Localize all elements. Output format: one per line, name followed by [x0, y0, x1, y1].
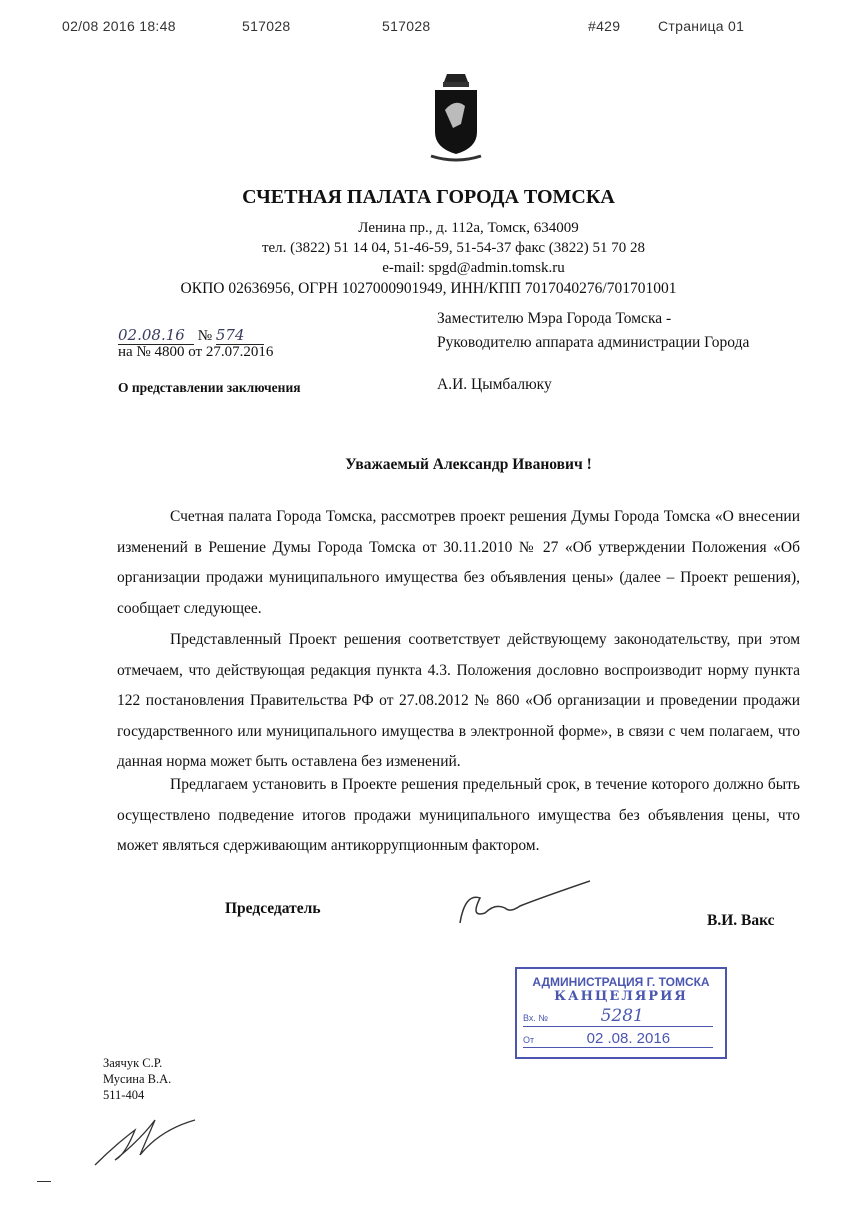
fax-datetime: 02/08 2016 18:48 — [62, 18, 176, 34]
executor-1: Заячук С.Р. — [103, 1056, 163, 1070]
fax-number-2: 517028 — [382, 18, 431, 34]
stamp-in-label: Вх. № — [523, 1013, 549, 1023]
subject: О представлении заключения — [118, 380, 301, 395]
outgoing-number-line — [118, 326, 264, 345]
registration-stamp — [515, 967, 727, 1059]
signature-name: В.И. Вакс — [707, 912, 775, 929]
paragraph-3: Предлагаем установить в Проекте решения предельный срок, в течение которого должно быть осуществлено подведение итогов продажи муниципального имущества без объявления цены, что может являться сдерживающим антикоррупционным фактором. — [117, 776, 800, 854]
stamp-date: 02 .08. 2016 — [586, 1030, 671, 1047]
stamp-line-2: КАНЦЕЛЯРИЯ — [554, 989, 688, 1004]
recipient-line-2: Руководителю аппарата администрации Города — [437, 334, 750, 351]
coat-of-arms-icon — [425, 70, 487, 168]
fax-page: Страница 01 — [658, 18, 745, 34]
stamp-from-label: От — [523, 1035, 535, 1045]
org-name: СЧЕТНАЯ ПАЛАТА ГОРОДА ТОМСКА — [242, 186, 615, 208]
stamp-line-1: АДМИНИСТРАЦИЯ Г. ТОМСКА — [532, 975, 710, 989]
outgoing-date: 02.08.16 — [118, 326, 194, 345]
signature-title: Председатель — [225, 900, 321, 917]
signature-icon — [450, 878, 590, 933]
recipient-block — [437, 307, 749, 397]
stamp-in-number: 5281 — [600, 1006, 644, 1026]
fax-number-1: 517028 — [242, 18, 291, 34]
executor-2: Мусина В.А. — [103, 1072, 172, 1086]
org-email: e-mail: spgd@admin.tomsk.ru — [382, 260, 565, 276]
executors — [103, 1055, 171, 1103]
org-codes: ОКПО 02636956, ОГРН 1027000901949, ИНН/КПП 7017040276/701701001 — [180, 280, 677, 297]
recipient-name: А.И. Цымбалюку — [437, 376, 552, 393]
fax-job: #429 — [588, 18, 621, 34]
salutation: Уважаемый Александр Иванович ! — [345, 456, 592, 473]
paragraph-1: Счетная палата Города Томска, рассмотрев проект решения Думы Города Томска «О внесении изменений в Решение Думы Города Томска от 30.11.2010 № 27 «Об утверждении Положения «Об организации продажи муниципального имущества без объявления цены» (далее – Проект решения), сообщает следующее. — [117, 508, 800, 617]
org-phones: тел. (3822) 51 14 04, 51-46-59, 51-54-37 факс (3822) 51 70 28 — [261, 240, 646, 256]
executor-phone: 511-404 — [103, 1088, 145, 1102]
paragraph-2: Представленный Проект решения соответствует действующему законодательству, при этом отмечаем, что действующая редакция пункта 4.3. Положения дословно воспроизводит норму пункта 122 постановления Правительства РФ от 27.08.2012 № 860 «Об организации и проведении продажи государственного или муниципального имущества в электронной форме», в связи с чем полагаем, что данная норма может быть оставлена без изменений. — [117, 631, 800, 770]
number-label: № — [197, 328, 213, 344]
recipient-line-1: Заместителю Мэра Города Томска - — [437, 310, 672, 327]
executor-signature-icon — [90, 1115, 200, 1170]
org-address: Ленина пр., д. 112а, Томск, 634009 — [358, 220, 579, 236]
outgoing-number: 574 — [216, 326, 264, 345]
margin-mark — [37, 1181, 51, 1182]
reply-to: на № 4800 от 27.07.2016 — [118, 344, 274, 360]
